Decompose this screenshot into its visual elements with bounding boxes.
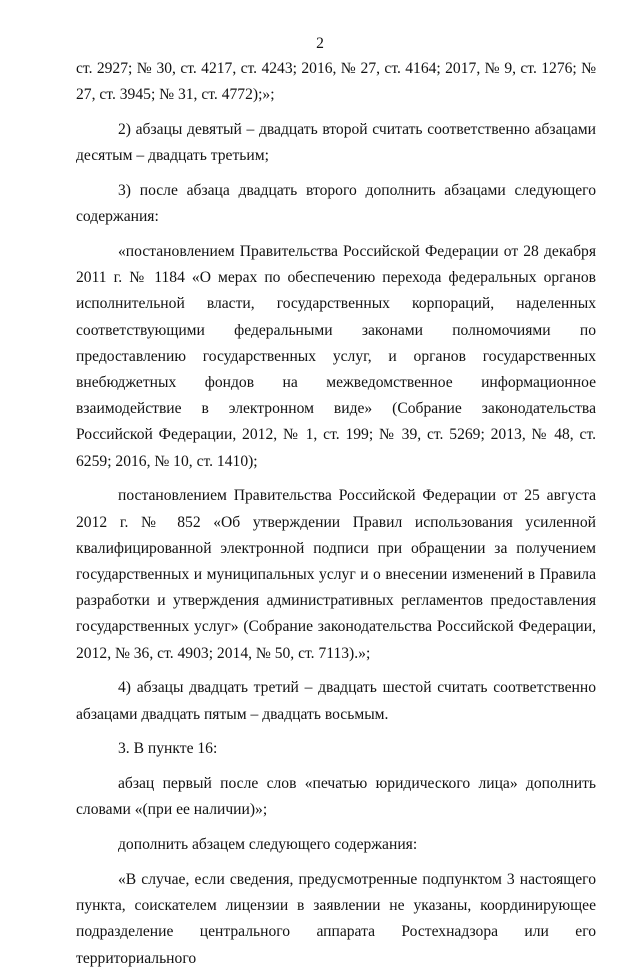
document-body [76, 56, 596, 972]
paragraph-resolution-1184: «постановлением Правительства Российской Федерации от 28 декабря 2011 г. № 1184 «О мерах по обеспечению перехода федеральных органов исполнительной власти, государственных корпораций, наделенных соответствующими федеральными законами полномочиями по предоставлению государственных услуг, и органов государственных внебюджетных фондов на межведомственное информационное взаимодействие в электронном виде» (Собрание законодательства Российской Федерации, 2012, № 1, ст. 199; № 39, ст. 5269; 2013, № 48, ст. 6259; 2016, № 10, ст. 1410); [76, 243, 596, 470]
paragraph-resolution-852: постановлением Правительства Российской Федерации от 25 августа 2012 г. № 852 «Об утверждении Правил использования усиленной квалифицированной электронной подписи при обращении за получением государственных и муниципальных услуг и о внесении изменений в Правила разработки и утверждения административных регламентов предоставления государственных услуг» (Собрание законодательства Российской Федерации, 2012, № 36, ст. 4903; 2014, № 50, ст. 7113).»; [76, 487, 596, 662]
page-number: 2 [316, 35, 324, 52]
paragraph-point-16-heading: 3. В пункте 16: [118, 740, 218, 758]
paragraph-item-3: 3) после абзаца двадцать второго дополнить абзацами следующего содержания: [76, 182, 596, 226]
paragraph-citation-continuation: ст. 2927; № 30, ст. 4217, ст. 4243; 2016, № 27, ст. 4164; 2017, № 9, ст. 1276; № 27, ст. 3945; № 31, ст. 4772);»; [76, 60, 596, 104]
paragraph-item-4: 4) абзацы двадцать третий – двадцать шестой считать соответственно абзацами двадцать пятым – двадцать восьмым. [76, 679, 596, 723]
paragraph-new-content: «В случае, если сведения, предусмотренные подпунктом 3 настоящего пункта, соискателем лицензии в заявлении не указаны, координирующее подразделение центрального аппарата Ростехнадзора или его территориального [76, 871, 596, 967]
paragraph-first-subparagraph: абзац первый после слов «печатью юридического лица» дополнить словами «(при ее наличии)»; [76, 775, 596, 819]
paragraph-add-subparagraph: дополнить абзацем следующего содержания: [118, 836, 418, 854]
paragraph-item-2: 2) абзацы девятый – двадцать второй считать соответственно абзацами десятым – двадцать третьим; [76, 121, 596, 165]
